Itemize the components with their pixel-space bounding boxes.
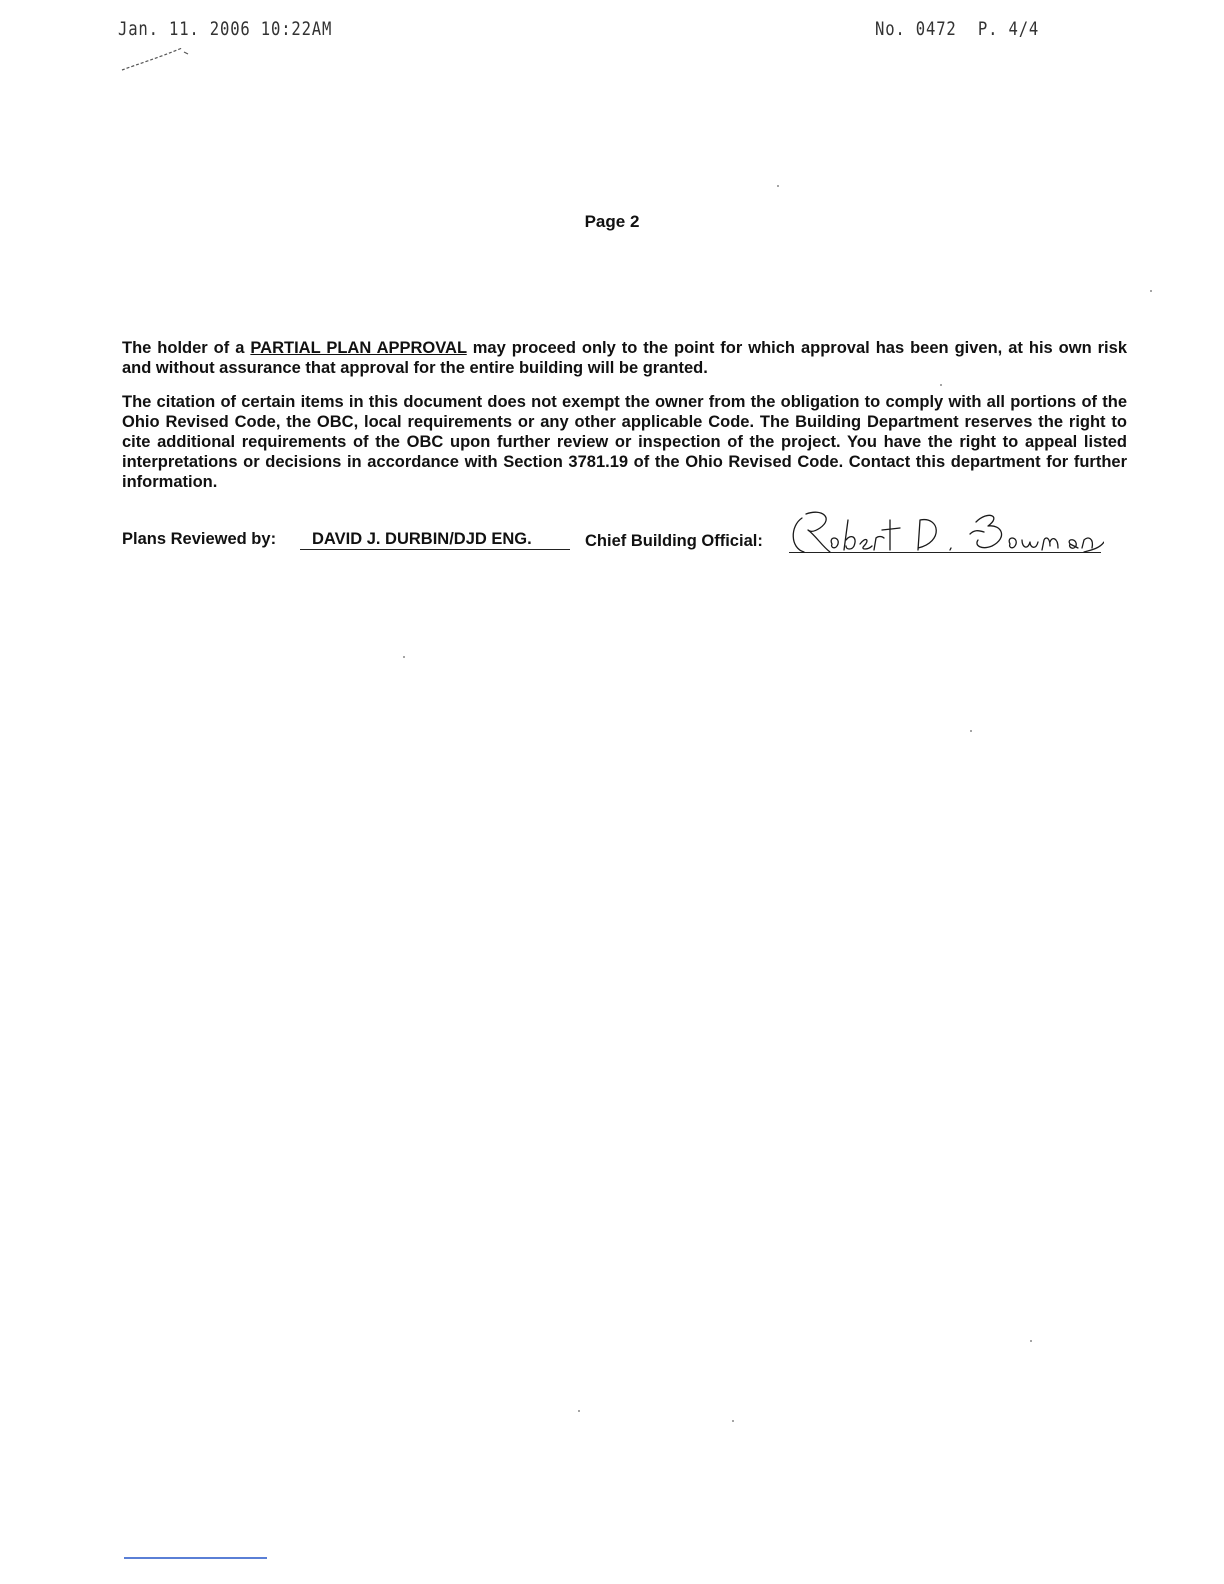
reviewer-name: DAVID J. DURBIN/DJD ENG. xyxy=(300,530,570,550)
fax-timestamp xyxy=(118,18,332,40)
partial-approval-paragraph xyxy=(122,338,1127,378)
scan-speck xyxy=(732,1420,734,1422)
scan-speck xyxy=(1030,1340,1032,1342)
bottom-edge-line xyxy=(124,1557,267,1559)
chief-official-label: Chief Building Official: xyxy=(585,532,763,550)
signoff-row xyxy=(122,528,1122,568)
page-number-label: Page 2 xyxy=(584,212,640,231)
scan-speck xyxy=(1150,290,1152,292)
fax-number: No. 0472 xyxy=(875,18,957,40)
pen-stroke-mark xyxy=(118,44,198,74)
scan-speck xyxy=(777,185,779,187)
handwritten-signature xyxy=(788,506,1104,558)
fax-date-time: Jan. 11. 2006 10:22AM xyxy=(118,18,333,40)
scan-speck xyxy=(970,730,972,732)
plans-reviewed-label: Plans Reviewed by: xyxy=(122,530,277,548)
scan-speck xyxy=(403,656,405,658)
fax-page-info xyxy=(875,18,1039,40)
partial-plan-approval-term: PARTIAL PLAN APPROVAL xyxy=(250,339,467,357)
fax-page-count: P. 4/4 xyxy=(977,18,1040,40)
citation-paragraph: The citation of certain items in this document does not exempt the owner from the obligation to comply with all portions of the Ohio Revised Code, the OBC, local requirements or any other applicable Code. The Building Department reserves the right to cite additional requirements of the OBC upon further review or inspection of the project. You have the right to appeal listed interpretations or decisions in accordance with Section 3781.19 of the Ohio Revised Code. Contact this department for further information. xyxy=(122,393,1127,491)
paragraph1-lead: The holder of a xyxy=(122,339,251,357)
scan-speck xyxy=(578,1410,580,1412)
document-body xyxy=(122,338,1127,506)
paragraph1-rest: may proceed only to the point for which approval has been given, at his own risk and without assurance that approval for the entire building will be granted. xyxy=(122,339,1127,377)
scan-speck xyxy=(940,384,942,386)
